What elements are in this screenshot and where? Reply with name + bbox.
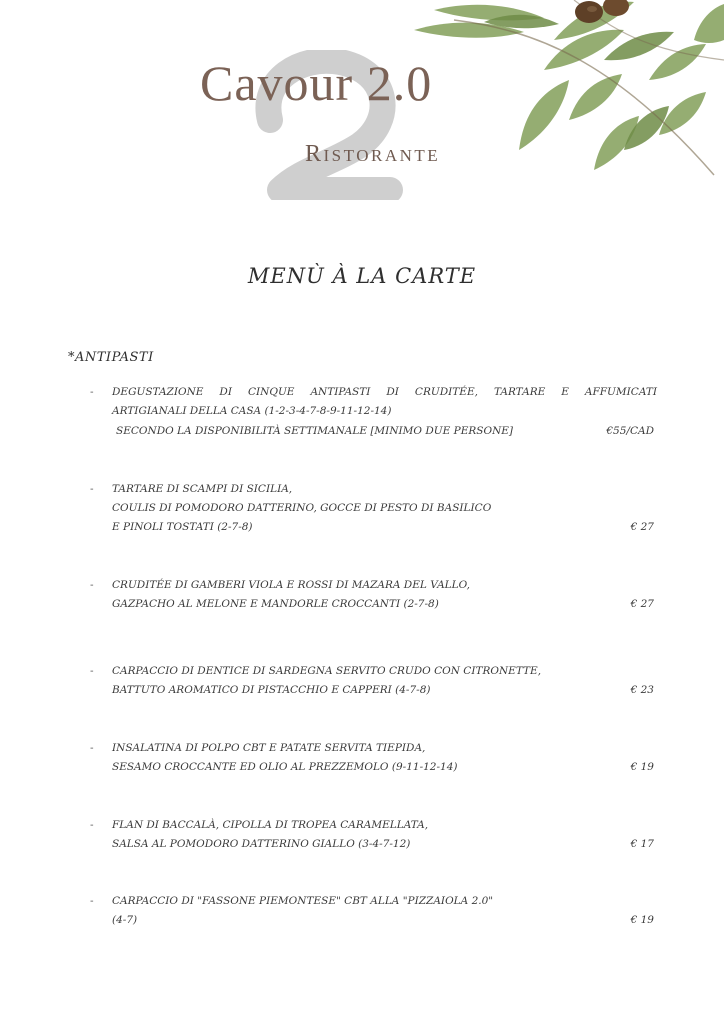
dish-line: COULIS DI POMODORO DATTERINO, GOCCE DI PESTO DI BASILICO xyxy=(112,502,492,514)
list-dash: - xyxy=(90,484,94,495)
dish-line: BATTUTO AROMATICO DI PISTACCHIO E CAPPERI (4-7-8) xyxy=(112,684,431,696)
dish-price: € 17 xyxy=(630,838,654,850)
dish-line: SALSA AL POMODORO DATTERINO GIALLO (3-4-7-12) xyxy=(112,838,411,850)
dish-line: SESAMO CROCCANTE ED OLIO AL PREZZEMOLO (9-11-12-14) xyxy=(112,761,458,773)
dish-price: € 23 xyxy=(630,684,654,696)
dish-line: CARPACCIO DI "FASSONE PIEMONTESE" CBT ALLA "PIZZAIOLA 2.0" xyxy=(112,895,494,907)
dish-price: €55/CAD xyxy=(606,425,654,437)
brand-subtitle: Ristorante xyxy=(305,141,441,167)
dish-price: € 19 xyxy=(630,914,654,926)
dish-line: GAZPACHO AL MELONE E MANDORLE CROCCANTI (2-7-8) xyxy=(112,598,439,610)
dish-line: DEGUSTAZIONE DI CINQUE ANTIPASTI DI CRUDITÉE, TARTARE E AFFUMICATI xyxy=(112,386,657,398)
dish-line: TARTARE DI SCAMPI DI SICILIA, xyxy=(112,483,293,495)
dish-line: ARTIGIANALI DELLA CASA (1-2-3-4-7-8-9-11-12-14) xyxy=(112,405,392,417)
list-dash: - xyxy=(90,666,94,677)
list-dash: - xyxy=(90,820,94,831)
section-title: *ANTIPASTI xyxy=(68,350,154,365)
menu-title: MENÙ À LA CARTE xyxy=(247,264,477,288)
dish-line: E PINOLI TOSTATI (2-7-8) xyxy=(112,521,253,533)
list-dash: - xyxy=(90,743,94,754)
list-dash: - xyxy=(90,387,94,398)
dish-line: CARPACCIO DI DENTICE DI SARDEGNA SERVITO CRUDO CON CITRONETTE, xyxy=(112,665,542,677)
dish-price: € 27 xyxy=(630,521,654,533)
brand-name: Cavour 2.0 xyxy=(200,55,433,111)
dish-price: € 19 xyxy=(630,761,654,773)
dish-line: INSALATINA DI POLPO CBT E PATATE SERVITA TIEPIDA, xyxy=(112,742,426,754)
list-dash: - xyxy=(90,580,94,591)
dish-price: € 27 xyxy=(630,598,654,610)
list-dash: - xyxy=(90,896,94,907)
dish-line: FLAN DI BACCALÀ, CIPOLLA DI TROPEA CARAMELLATA, xyxy=(112,819,429,831)
dish-line: CRUDITÉE DI GAMBERI VIOLA E ROSSI DI MAZARA DEL VALLO, xyxy=(112,579,470,591)
dish-line: SECONDO LA DISPONIBILITÀ SETTIMANALE [MINIMO DUE PERSONE] xyxy=(116,425,514,437)
dish-line: (4-7) xyxy=(112,914,138,926)
